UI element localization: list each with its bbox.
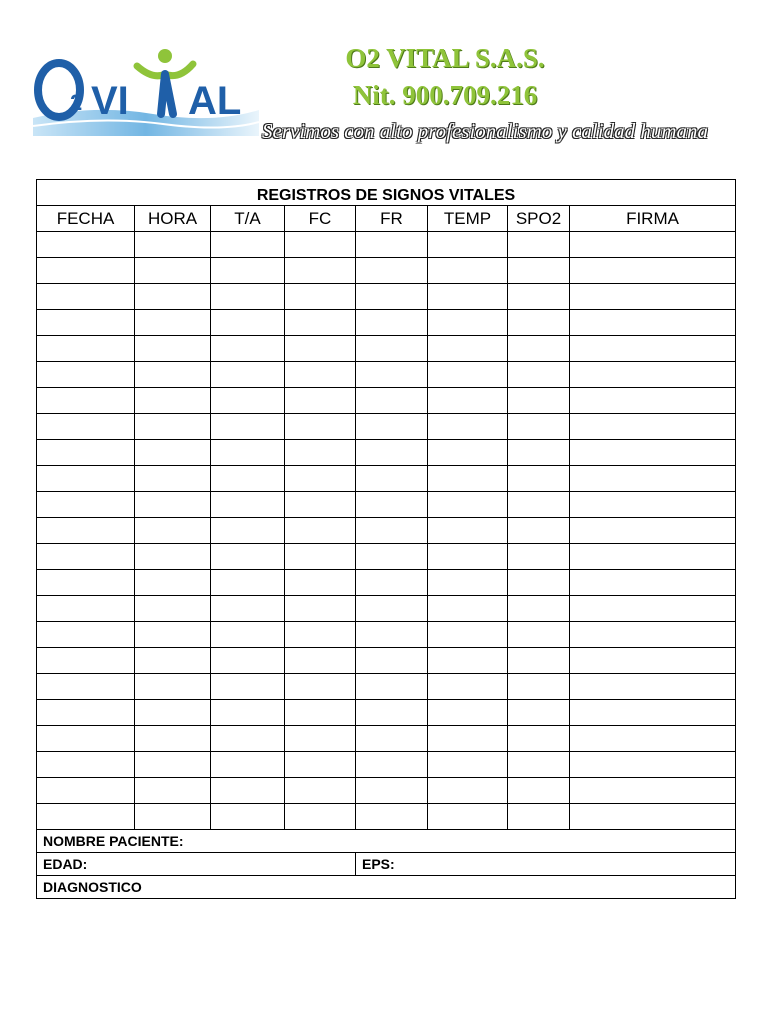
table-cell[interactable] <box>37 596 135 622</box>
table-cell[interactable] <box>508 232 570 258</box>
table-row <box>37 544 736 570</box>
column-header-fr: FR <box>356 206 428 232</box>
company-logo <box>33 44 259 136</box>
table-cell[interactable] <box>356 258 428 284</box>
column-header-hora: HORA <box>135 206 211 232</box>
table-cell[interactable] <box>37 544 135 570</box>
company-slogan: Servimos con alto profesionalismo y calidad humana <box>262 119 709 143</box>
table-cell[interactable] <box>508 726 570 752</box>
table-cell[interactable] <box>285 648 356 674</box>
table-cell[interactable] <box>508 570 570 596</box>
table-cell[interactable] <box>428 804 508 830</box>
table-row <box>37 700 736 726</box>
table-cell[interactable] <box>356 414 428 440</box>
table-cell[interactable] <box>135 544 211 570</box>
table-row <box>37 258 736 284</box>
table-cell[interactable] <box>37 440 135 466</box>
table-row <box>37 414 736 440</box>
table-row <box>37 622 736 648</box>
table-cell[interactable] <box>428 492 508 518</box>
table-cell[interactable] <box>570 622 736 648</box>
table-cell[interactable] <box>285 284 356 310</box>
table-cell[interactable] <box>37 310 135 336</box>
table-cell[interactable] <box>356 466 428 492</box>
table-cell[interactable] <box>356 804 428 830</box>
table-cell[interactable] <box>428 778 508 804</box>
table-row <box>37 778 736 804</box>
svg-text:AL: AL <box>188 79 242 123</box>
svg-text:VI: VI <box>91 79 129 123</box>
table-cell[interactable] <box>570 570 736 596</box>
table-cell[interactable] <box>428 700 508 726</box>
table-cell[interactable] <box>37 336 135 362</box>
table-row <box>37 518 736 544</box>
table-cell[interactable] <box>37 518 135 544</box>
table-cell[interactable] <box>356 700 428 726</box>
table-row <box>37 284 736 310</box>
table-cell[interactable] <box>428 544 508 570</box>
table-cell[interactable] <box>211 544 285 570</box>
table-cell[interactable] <box>37 258 135 284</box>
table-cell[interactable] <box>356 726 428 752</box>
table-cell[interactable] <box>135 466 211 492</box>
form-title: REGISTROS DE SIGNOS VITALES <box>37 180 736 206</box>
table-cell[interactable] <box>285 622 356 648</box>
table-cell[interactable] <box>570 778 736 804</box>
table-cell[interactable] <box>356 492 428 518</box>
table-cell[interactable] <box>37 414 135 440</box>
table-cell[interactable] <box>211 440 285 466</box>
column-header-firma: FIRMA <box>570 206 736 232</box>
table-cell[interactable] <box>285 752 356 778</box>
table-row <box>37 232 736 258</box>
table-cell[interactable] <box>37 362 135 388</box>
table-cell[interactable] <box>211 804 285 830</box>
table-cell[interactable] <box>428 232 508 258</box>
table-cell[interactable] <box>508 700 570 726</box>
table-cell[interactable] <box>570 310 736 336</box>
company-nit: Nit. 900.709.216 <box>352 80 538 110</box>
table-cell[interactable] <box>508 596 570 622</box>
table-row <box>37 466 736 492</box>
table-cell[interactable] <box>508 336 570 362</box>
table-cell[interactable] <box>211 778 285 804</box>
table-cell[interactable] <box>508 258 570 284</box>
table-cell[interactable] <box>428 648 508 674</box>
table-cell[interactable] <box>428 596 508 622</box>
table-cell[interactable] <box>211 752 285 778</box>
table-cell[interactable] <box>428 336 508 362</box>
patient-name-field[interactable]: NOMBRE PACIENTE: <box>37 830 736 853</box>
table-cell[interactable] <box>285 336 356 362</box>
table-cell[interactable] <box>37 648 135 674</box>
table-cell[interactable] <box>428 362 508 388</box>
table-cell[interactable] <box>211 700 285 726</box>
table-cell[interactable] <box>285 518 356 544</box>
table-cell[interactable] <box>211 726 285 752</box>
table-cell[interactable] <box>356 440 428 466</box>
table-cell[interactable] <box>508 648 570 674</box>
table-cell[interactable] <box>135 752 211 778</box>
table-cell[interactable] <box>135 310 211 336</box>
table-cell[interactable] <box>285 466 356 492</box>
table-cell[interactable] <box>211 674 285 700</box>
table-cell[interactable] <box>135 440 211 466</box>
table-cell[interactable] <box>508 466 570 492</box>
table-cell[interactable] <box>356 232 428 258</box>
table-cell[interactable] <box>135 726 211 752</box>
table-cell[interactable] <box>37 700 135 726</box>
column-header-spo2: SPO2 <box>508 206 570 232</box>
table-cell[interactable] <box>211 648 285 674</box>
table-cell[interactable] <box>37 570 135 596</box>
table-cell[interactable] <box>428 284 508 310</box>
table-cell[interactable] <box>135 284 211 310</box>
table-cell[interactable] <box>508 778 570 804</box>
table-cell[interactable] <box>37 622 135 648</box>
table-cell[interactable] <box>285 700 356 726</box>
table-cell[interactable] <box>211 362 285 388</box>
table-cell[interactable] <box>211 258 285 284</box>
column-header-temp: TEMP <box>428 206 508 232</box>
table-cell[interactable] <box>37 232 135 258</box>
table-row <box>37 570 736 596</box>
table-cell[interactable] <box>37 284 135 310</box>
table-cell[interactable] <box>135 232 211 258</box>
table-cell[interactable] <box>211 388 285 414</box>
table-cell[interactable] <box>570 518 736 544</box>
table-cell[interactable] <box>285 258 356 284</box>
table-cell[interactable] <box>211 336 285 362</box>
table-cell[interactable] <box>135 362 211 388</box>
table-cell[interactable] <box>37 778 135 804</box>
table-cell[interactable] <box>135 570 211 596</box>
table-cell[interactable] <box>135 492 211 518</box>
table-cell[interactable] <box>356 284 428 310</box>
table-cell[interactable] <box>428 258 508 284</box>
table-cell[interactable] <box>356 648 428 674</box>
table-cell[interactable] <box>285 596 356 622</box>
table-cell[interactable] <box>285 726 356 752</box>
table-cell[interactable] <box>356 778 428 804</box>
table-cell[interactable] <box>570 648 736 674</box>
table-cell[interactable] <box>135 700 211 726</box>
table-cell[interactable] <box>37 674 135 700</box>
table-cell[interactable] <box>211 466 285 492</box>
table-cell[interactable] <box>428 674 508 700</box>
table-cell[interactable] <box>508 622 570 648</box>
table-row <box>37 440 736 466</box>
svg-text:2: 2 <box>70 90 83 115</box>
diagnosis-field[interactable]: DIAGNOSTICO <box>37 876 736 899</box>
table-cell[interactable] <box>570 674 736 700</box>
table-cell[interactable] <box>428 466 508 492</box>
table-cell[interactable] <box>285 440 356 466</box>
table-cell[interactable] <box>37 752 135 778</box>
table-cell[interactable] <box>211 310 285 336</box>
table-row <box>37 752 736 778</box>
table-cell[interactable] <box>570 700 736 726</box>
table-cell[interactable] <box>570 440 736 466</box>
table-cell[interactable] <box>570 362 736 388</box>
table-cell[interactable] <box>285 362 356 388</box>
table-cell[interactable] <box>285 388 356 414</box>
eps-field[interactable]: EPS: <box>356 853 736 876</box>
table-cell[interactable] <box>37 804 135 830</box>
table-cell[interactable] <box>135 648 211 674</box>
column-header-ta: T/A <box>211 206 285 232</box>
table-cell[interactable] <box>570 544 736 570</box>
table-cell[interactable] <box>37 726 135 752</box>
table-cell[interactable] <box>211 622 285 648</box>
table-row <box>37 726 736 752</box>
table-cell[interactable] <box>135 622 211 648</box>
table-cell[interactable] <box>285 310 356 336</box>
table-cell[interactable] <box>508 284 570 310</box>
table-cell[interactable] <box>428 752 508 778</box>
table-row <box>37 674 736 700</box>
table-cell[interactable] <box>285 232 356 258</box>
table-cell[interactable] <box>508 362 570 388</box>
table-cell[interactable] <box>570 596 736 622</box>
column-header-fecha: FECHA <box>37 206 135 232</box>
table-cell[interactable] <box>356 336 428 362</box>
table-cell[interactable] <box>508 388 570 414</box>
table-cell[interactable] <box>135 388 211 414</box>
table-cell[interactable] <box>356 622 428 648</box>
table-cell[interactable] <box>428 518 508 544</box>
table-cell[interactable] <box>135 804 211 830</box>
table-cell[interactable] <box>211 570 285 596</box>
table-cell[interactable] <box>428 726 508 752</box>
table-cell[interactable] <box>356 518 428 544</box>
table-cell[interactable] <box>508 544 570 570</box>
table-cell[interactable] <box>356 752 428 778</box>
table-cell[interactable] <box>135 596 211 622</box>
table-cell[interactable] <box>37 388 135 414</box>
table-cell[interactable] <box>356 544 428 570</box>
age-field[interactable]: EDAD: <box>37 853 356 876</box>
table-cell[interactable] <box>135 518 211 544</box>
table-cell[interactable] <box>211 492 285 518</box>
vital-signs-table <box>36 179 736 899</box>
table-cell[interactable] <box>570 492 736 518</box>
table-row <box>37 336 736 362</box>
table-cell[interactable] <box>211 284 285 310</box>
table-cell[interactable] <box>570 284 736 310</box>
table-cell[interactable] <box>428 570 508 596</box>
company-name: O2 VITAL S.A.S. <box>345 43 545 73</box>
table-cell[interactable] <box>570 726 736 752</box>
table-cell[interactable] <box>356 388 428 414</box>
table-cell[interactable] <box>356 310 428 336</box>
table-cell[interactable] <box>37 466 135 492</box>
table-cell[interactable] <box>508 310 570 336</box>
table-row <box>37 596 736 622</box>
table-cell[interactable] <box>135 778 211 804</box>
table-row <box>37 804 736 830</box>
table-cell[interactable] <box>508 804 570 830</box>
table-row <box>37 310 736 336</box>
table-row <box>37 362 736 388</box>
table-cell[interactable] <box>570 752 736 778</box>
table-cell[interactable] <box>570 258 736 284</box>
table-cell[interactable] <box>285 804 356 830</box>
table-row <box>37 388 736 414</box>
data-rows <box>37 232 736 830</box>
table-cell[interactable] <box>570 232 736 258</box>
table-cell[interactable] <box>211 518 285 544</box>
table-cell[interactable] <box>508 492 570 518</box>
table-cell[interactable] <box>428 622 508 648</box>
table-cell[interactable] <box>285 778 356 804</box>
table-cell[interactable] <box>135 674 211 700</box>
table-cell[interactable] <box>428 310 508 336</box>
column-header-fc: FC <box>285 206 356 232</box>
table-cell[interactable] <box>211 232 285 258</box>
table-cell[interactable] <box>285 544 356 570</box>
table-cell[interactable] <box>211 414 285 440</box>
table-cell[interactable] <box>570 336 736 362</box>
table-cell[interactable] <box>508 440 570 466</box>
table-cell[interactable] <box>570 388 736 414</box>
table-cell[interactable] <box>37 492 135 518</box>
table-cell[interactable] <box>570 804 736 830</box>
table-cell[interactable] <box>508 674 570 700</box>
table-cell[interactable] <box>508 752 570 778</box>
table-cell[interactable] <box>135 258 211 284</box>
table-cell[interactable] <box>135 336 211 362</box>
table-cell[interactable] <box>285 414 356 440</box>
table-cell[interactable] <box>356 674 428 700</box>
table-cell[interactable] <box>135 414 211 440</box>
table-row <box>37 648 736 674</box>
table-cell[interactable] <box>570 466 736 492</box>
table-cell[interactable] <box>428 414 508 440</box>
table-cell[interactable] <box>428 440 508 466</box>
table-cell[interactable] <box>211 596 285 622</box>
table-cell[interactable] <box>428 388 508 414</box>
table-cell[interactable] <box>285 674 356 700</box>
table-row <box>37 492 736 518</box>
table-cell[interactable] <box>570 414 736 440</box>
table-cell[interactable] <box>356 596 428 622</box>
table-cell[interactable] <box>285 492 356 518</box>
table-cell[interactable] <box>356 362 428 388</box>
table-cell[interactable] <box>508 414 570 440</box>
table-cell[interactable] <box>285 570 356 596</box>
table-cell[interactable] <box>356 570 428 596</box>
table-cell[interactable] <box>508 518 570 544</box>
